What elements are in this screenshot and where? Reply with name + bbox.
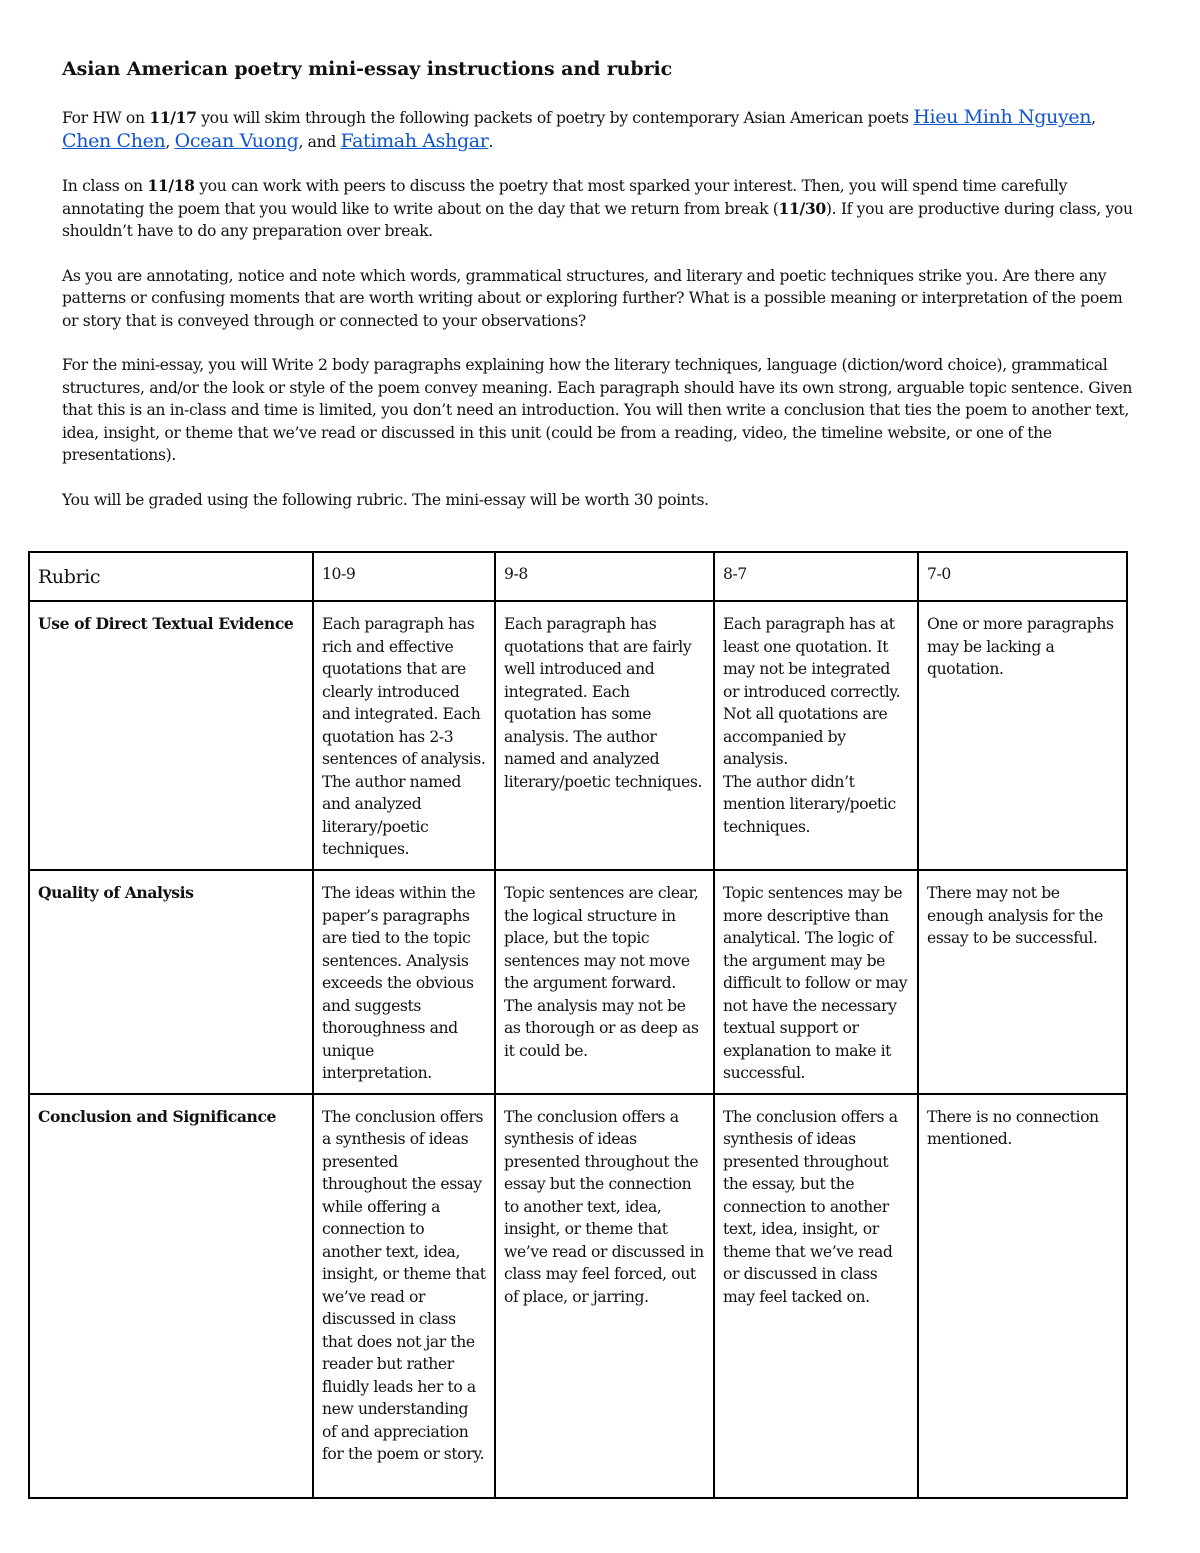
return-date: 11/30	[778, 198, 826, 218]
rubric-criterion: Use of Direct Textual Evidence	[29, 601, 313, 870]
rubric-cell: The conclusion offers a synthesis of ideas presented throughout the essay while offering a connection to another text, idea, insight, or theme that we’ve read or discussed in class that does not jar the reader but rather fluidly leads her to a new understanding of and appreciation for the poem or story.	[313, 1094, 495, 1498]
rubric-cell: The ideas within the paper’s paragraphs are tied to the topic sentences. Analysis exceeds the obvious and suggests thoroughness and unique interpretation.	[313, 870, 495, 1094]
rubric-cell: Each paragraph has quotations that are fairly well introduced and integrated. Each quotation has some analysis. The author named and analyzed literary/poetic techniques.	[495, 601, 714, 870]
intro-paragraph-3: As you are annotating, notice and note which words, grammatical structures, and literary and poetic techniques strike you. Are there any patterns or confusing moments that are worth writing about or exploring further? What is a possible meaning or interpretation of the poem or story that is conveyed through or connected to your observations?	[62, 266, 1123, 330]
rubric-row-textual-evidence	[29, 601, 1127, 870]
poet-link-hieu-minh-nguyen[interactable]: Hieu Minh Nguyen	[913, 106, 1092, 128]
rubric-cell: Topic sentences may be more descriptive than analytical. The logic of the argument may be difficult to follow or may not have the necessary textual support or explanation to make it successful.	[714, 870, 918, 1094]
rubric-cell: There is no connection mentioned.	[918, 1094, 1127, 1498]
rubric-header-label: Rubric	[29, 552, 313, 601]
rubric-header-score: 10-9	[313, 552, 495, 601]
rubric-header-score: 8-7	[714, 552, 918, 601]
rubric-cell: There may not be enough analysis for the essay to be successful.	[918, 870, 1127, 1094]
rubric-header-row	[29, 552, 1127, 601]
rubric-header-score: 7-0	[918, 552, 1127, 601]
rubric-criterion: Quality of Analysis	[29, 870, 313, 1094]
poet-link-ocean-vuong[interactable]: Ocean Vuong	[174, 129, 299, 152]
rubric-cell: Topic sentences are clear, the logical structure in place, but the topic sentences may not move the argument forward. The analysis may not be as thorough or as deep as it could be.	[495, 870, 714, 1094]
rubric-table	[28, 551, 1128, 1499]
intro-paragraph-5: You will be graded using the following rubric. The mini-essay will be worth 30 points.	[62, 490, 709, 509]
intro-paragraph-2: In class on 11/18 you can work with peers to discuss the poetry that most sparked your interest. Then, you will spend time carefully annotating the poem that you would like to write about on the day that we return from break (11/30). If you are productive during class, you shouldn’t have to do any preparation over break.	[62, 176, 1133, 240]
intro-paragraph-1: For HW on 11/17 you will skim through the following packets of poetry by contemporary Asian American poets Hieu Minh Nguyen, Chen Chen, Ocean Vuong, and Fatimah Ashgar.	[62, 106, 1096, 152]
hw-date: 11/17	[149, 108, 197, 127]
poet-link-fatimah-ashgar[interactable]: Fatimah Ashgar	[340, 129, 489, 152]
rubric-cell: Each paragraph has rich and effective quotations that are clearly introduced and integrated. Each quotation has 2-3 sentences of analysis. The author named and analyzed literary/poetic techniques.	[313, 601, 495, 870]
page-title: Asian American poetry mini-essay instructions and rubric	[62, 58, 673, 80]
rubric-criterion: Conclusion and Significance	[29, 1094, 313, 1498]
rubric-row-analysis	[29, 870, 1127, 1094]
rubric-cell: The conclusion offers a synthesis of ideas presented throughout the essay but the connection to another text, idea, insight, or theme that we’ve read or discussed in class may feel forced, out of place, or jarring.	[495, 1094, 714, 1498]
rubric-row-conclusion	[29, 1094, 1127, 1498]
rubric-cell: Each paragraph has at least one quotation. It may not be integrated or introduced correctly. Not all quotations are accompanied by analysis. The author didn’t mention literary/poetic techniques.	[714, 601, 918, 870]
rubric-cell: The conclusion offers a synthesis of ideas presented throughout the essay, but the connection to another text, idea, insight, or theme that we’ve read or discussed in class may feel tacked on.	[714, 1094, 918, 1498]
rubric-header-score: 9-8	[495, 552, 714, 601]
poet-link-chen-chen[interactable]: Chen Chen	[62, 129, 166, 152]
document-body	[62, 58, 1137, 533]
rubric-cell: One or more paragraphs may be lacking a quotation.	[918, 601, 1127, 870]
intro-paragraph-4: For the mini-essay, you will Write 2 body paragraphs explaining how the literary techniques, language (diction/word choice), grammatical structures, and/or the look or style of the poem convey meaning. Each paragraph should have its own strong, arguable topic sentence. Given that this is an in-class and time is limited, you don’t need an introduction. You will then write a conclusion that ties the poem to another text, idea, insight, or theme that we’ve read or discussed in this unit (could be from a reading, video, the timeline website, or one of the presentations).	[62, 356, 1133, 464]
class-date: 11/18	[147, 176, 195, 195]
